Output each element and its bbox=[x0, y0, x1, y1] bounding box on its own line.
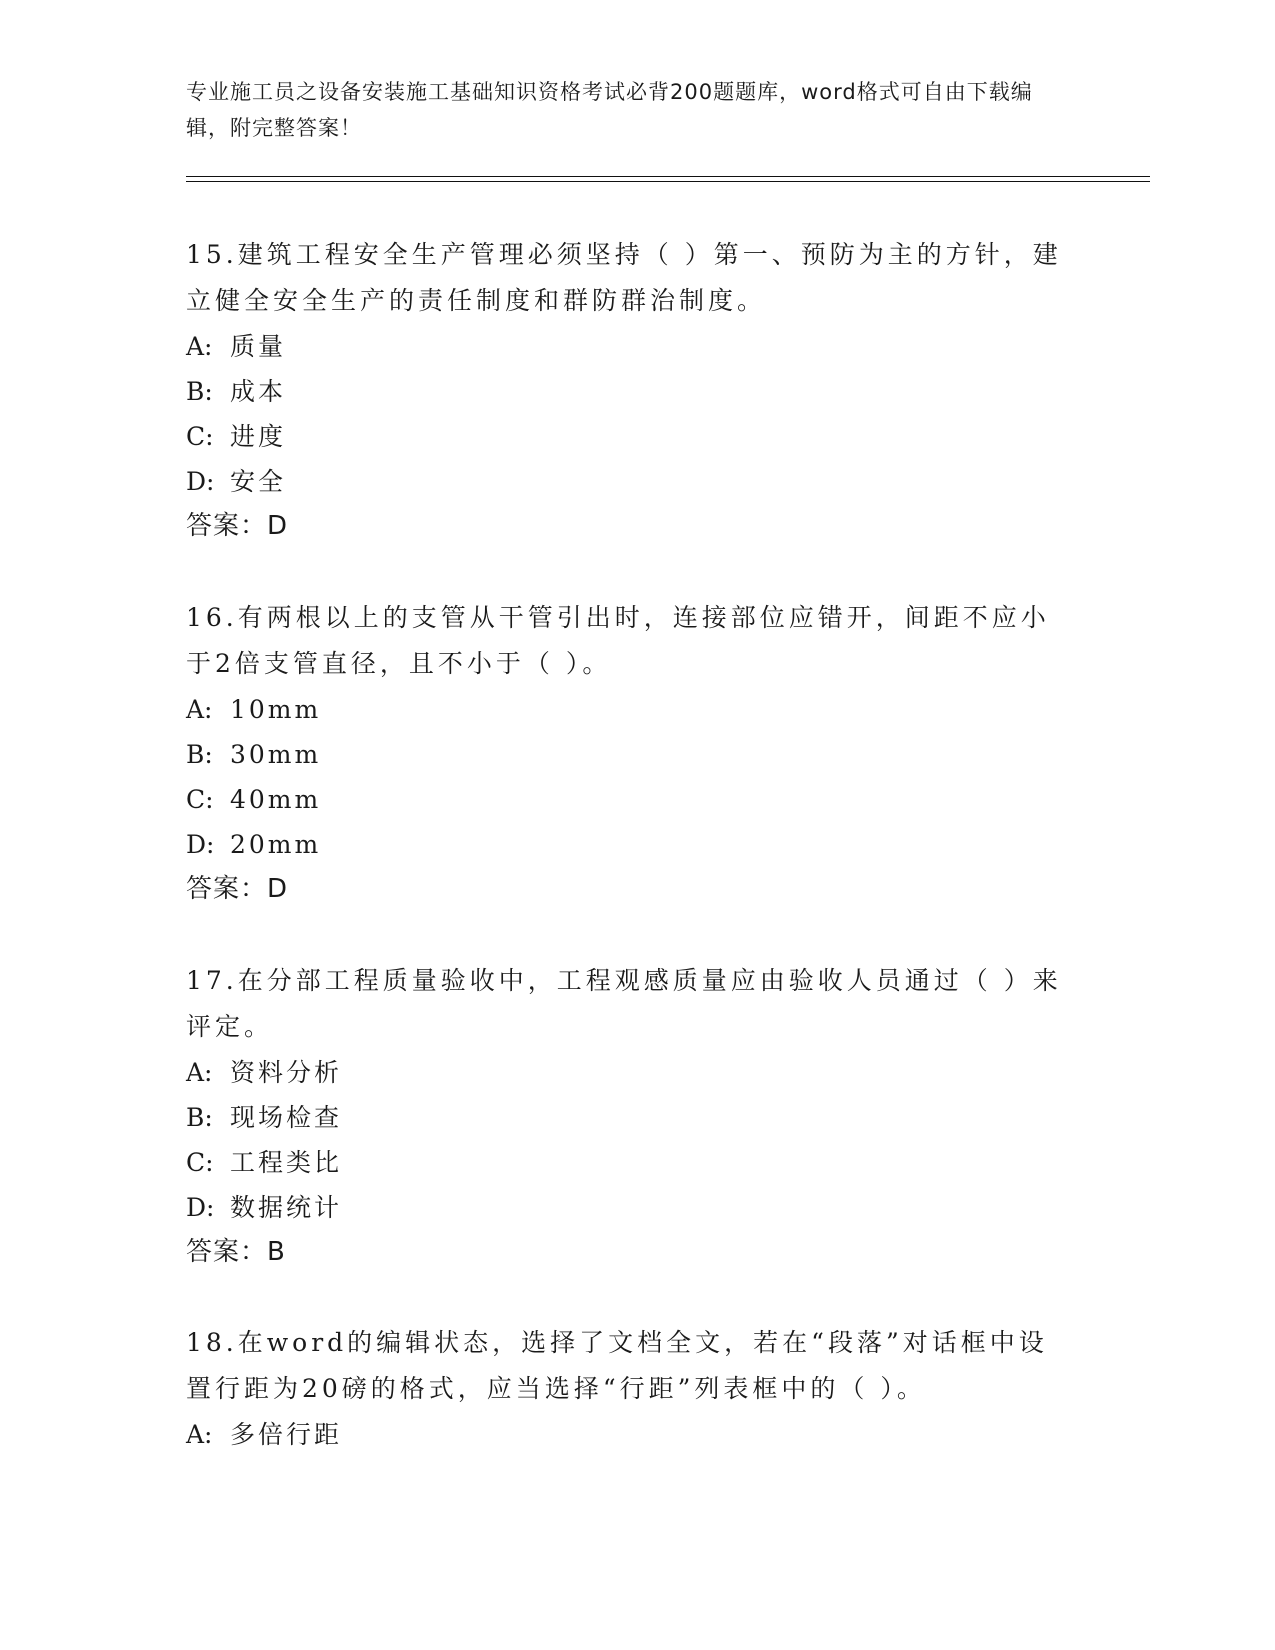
option-a bbox=[186, 1050, 1066, 1095]
document-header: 专业施工员之设备安装施工基础知识资格考试必背200题题库，word格式可自由下载编辑，附完整答案！ bbox=[186, 80, 1033, 140]
question-18 bbox=[186, 1320, 1066, 1457]
answer: 答案：D bbox=[186, 511, 289, 541]
option-text: 40mm bbox=[230, 785, 322, 814]
option-a bbox=[186, 1412, 1066, 1457]
option-text: 进度 bbox=[230, 422, 287, 451]
header-divider-top bbox=[186, 176, 1150, 177]
question-16 bbox=[186, 595, 1066, 912]
question-15 bbox=[186, 232, 1066, 549]
option-text: 资料分析 bbox=[230, 1058, 343, 1087]
answer: 答案：D bbox=[186, 874, 289, 904]
option-key: B: bbox=[186, 377, 213, 406]
option-key: C: bbox=[186, 785, 214, 814]
option-key: D: bbox=[186, 467, 215, 496]
question-17 bbox=[186, 958, 1066, 1275]
option-key: A: bbox=[186, 1420, 213, 1449]
option-key: D: bbox=[186, 830, 215, 859]
option-key: D: bbox=[186, 1193, 215, 1222]
option-text: 成本 bbox=[230, 377, 287, 406]
option-key: A: bbox=[186, 695, 213, 724]
header-divider-bottom bbox=[186, 181, 1150, 182]
question-stem: 17.在分部工程质量验收中，工程观感质量应由验收人员通过（ ）来评定。 bbox=[186, 966, 1062, 1041]
answer: 答案：B bbox=[186, 1237, 286, 1267]
option-b bbox=[186, 369, 1066, 414]
option-b bbox=[186, 1095, 1066, 1140]
question-stem: 18.在word的编辑状态，选择了文档全文，若在“段落”对话框中设置行距为20磅的格式，应当选择“行距”列表框中的（ ）。 bbox=[186, 1328, 1048, 1403]
question-stem: 15.建筑工程安全生产管理必须坚持（ ）第一、预防为主的方针，建立健全安全生产的责任制度和群防群治制度。 bbox=[186, 240, 1062, 315]
option-d bbox=[186, 459, 1066, 504]
option-text: 质量 bbox=[230, 332, 287, 361]
option-key: B: bbox=[186, 1103, 213, 1132]
option-b bbox=[186, 732, 1066, 777]
option-c bbox=[186, 1140, 1066, 1185]
option-key: B: bbox=[186, 740, 213, 769]
option-text: 10mm bbox=[230, 695, 322, 724]
question-stem: 16.有两根以上的支管从干管引出时，连接部位应错开，间距不应小于2倍支管直径，且不小于（ ）。 bbox=[186, 603, 1050, 678]
option-text: 30mm bbox=[230, 740, 322, 769]
option-key: A: bbox=[186, 332, 213, 361]
option-d bbox=[186, 1185, 1066, 1230]
option-c bbox=[186, 777, 1066, 822]
option-key: C: bbox=[186, 1148, 214, 1177]
option-text: 工程类比 bbox=[230, 1148, 343, 1177]
option-text: 现场检查 bbox=[230, 1103, 343, 1132]
option-a bbox=[186, 324, 1066, 369]
option-text: 20mm bbox=[230, 830, 322, 859]
option-d bbox=[186, 822, 1066, 867]
option-key: C: bbox=[186, 422, 214, 451]
option-text: 安全 bbox=[230, 467, 287, 496]
option-c bbox=[186, 414, 1066, 459]
option-text: 数据统计 bbox=[230, 1193, 343, 1222]
option-text: 多倍行距 bbox=[230, 1420, 343, 1449]
option-key: A: bbox=[186, 1058, 213, 1087]
option-a bbox=[186, 687, 1066, 732]
